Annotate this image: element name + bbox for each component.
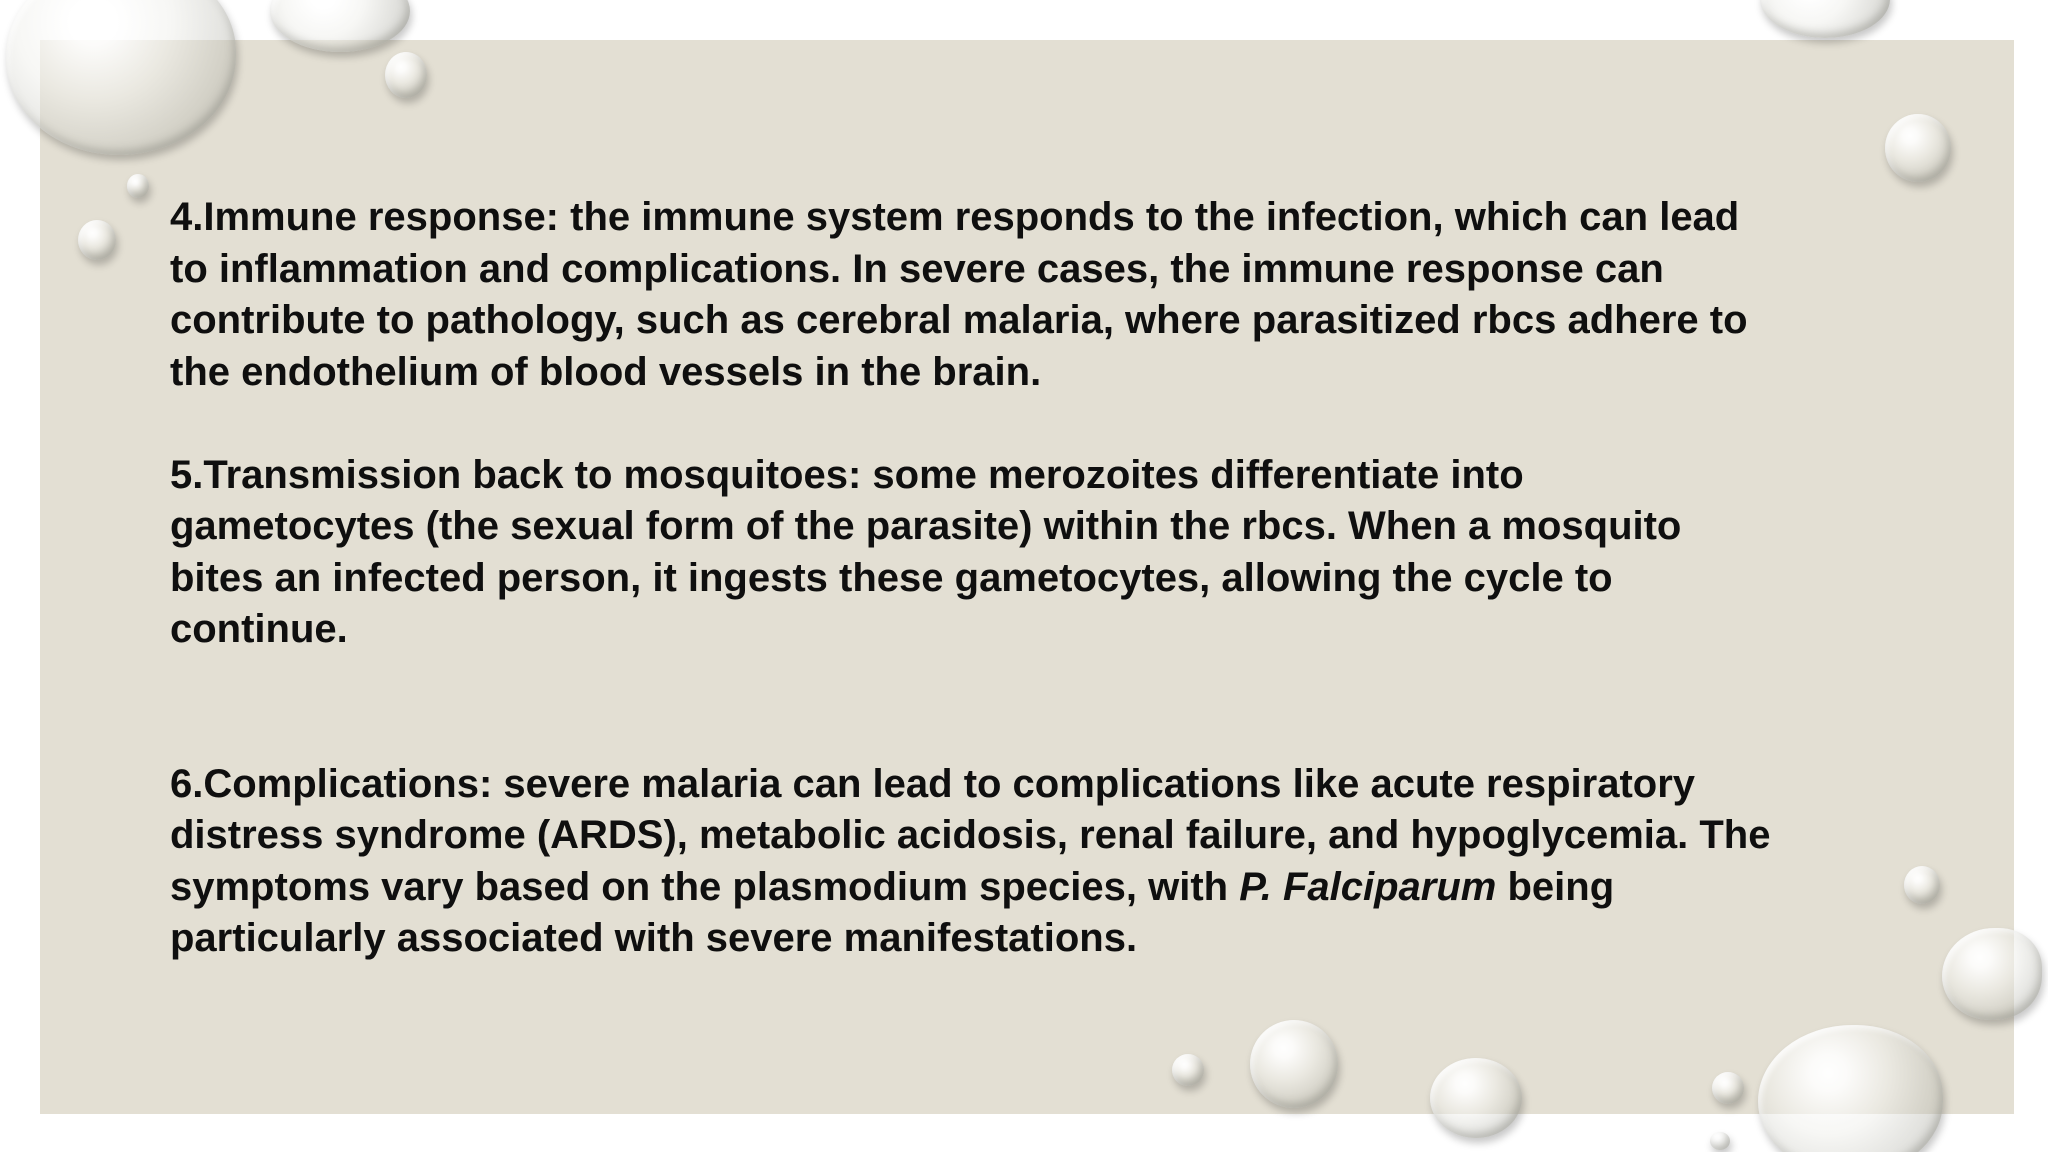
text-line: contribute to pathology, such as cerebral malaria, where parasitized rbcs adhere to	[170, 298, 1748, 342]
water-drop-icon	[1885, 114, 1951, 182]
water-drop-icon	[1760, 0, 1890, 38]
text-line: to inflammation and complications. In severe cases, the immune response can	[170, 246, 1664, 291]
paragraph-transmission	[170, 450, 1910, 656]
water-drop-icon	[1710, 1132, 1730, 1150]
paragraph-immune-response	[170, 192, 1910, 398]
text-line: gametocytes (the sexual form of the parasite) within the rbcs. When a mosquito	[170, 504, 1682, 548]
text-line	[170, 862, 1910, 914]
text-line: particularly associated with severe manifestations.	[170, 916, 1138, 960]
water-drop-icon	[1250, 1020, 1338, 1108]
water-drop-icon	[127, 174, 149, 198]
text-run: being	[1496, 864, 1615, 909]
water-drop-icon	[78, 220, 116, 260]
text-line: 5.Transmission back to mosquitoes: some merozoites differentiate into	[170, 452, 1524, 497]
water-drop-icon	[1712, 1072, 1744, 1104]
text-line: the endothelium of blood vessels in the brain.	[170, 349, 1042, 394]
text-line: bites an infected person, it ingests these gametocytes, allowing the cycle to	[170, 555, 1613, 600]
paragraph-spacer	[170, 398, 1910, 450]
text-line: 4.Immune response: the immune system responds to the infection, which can lead	[170, 195, 1740, 239]
paragraph-complications	[170, 759, 1910, 965]
water-drop-icon	[385, 52, 427, 98]
water-drop-icon	[1430, 1058, 1522, 1138]
text-run: symptoms vary based on the plasmodium species, with	[170, 864, 1240, 909]
water-drop-icon	[1172, 1054, 1204, 1086]
text-line: continue.	[170, 607, 348, 651]
water-drop-icon	[1942, 928, 2042, 1020]
paragraph-spacer	[170, 656, 1910, 759]
species-name: P. Falciparum	[1239, 864, 1497, 909]
text-line: 6.Complications: severe malaria can lead to complications like acute respiratory	[170, 761, 1696, 806]
slide-body-text	[170, 192, 1910, 965]
text-line: distress syndrome (ARDS), metabolic acidosis, renal failure, and hypoglycemia. The	[170, 813, 1771, 857]
